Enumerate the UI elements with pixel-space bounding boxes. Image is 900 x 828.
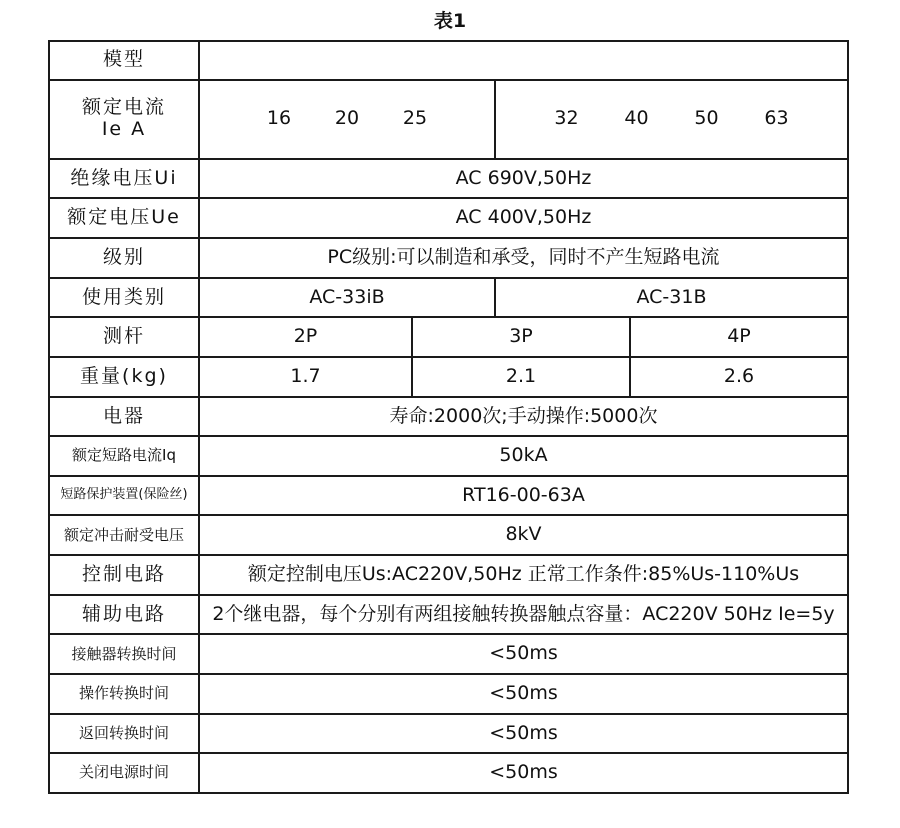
rated-current-group2: [495, 80, 848, 159]
usage-category-label: 使用类别: [49, 278, 199, 318]
rated-current-label: [49, 80, 199, 159]
spec-table: [48, 40, 849, 794]
appliance-label: 电器: [49, 397, 199, 437]
contactor-switch-time-label: 接触器转换时间: [49, 634, 199, 674]
table-row-rated-current: [49, 80, 848, 159]
rated-current-value: 20: [334, 107, 360, 130]
table-row-short-circuit-current: [49, 436, 848, 476]
operation-switch-time-label: 操作转换时间: [49, 674, 199, 714]
poles-value: 2P: [199, 317, 412, 357]
auxiliary-circuit-value: 2个继电器，每个分别有两组接触转换器触点容量：AC220V 50Hz Ie=5y: [199, 595, 848, 635]
usage-category-value: AC-33iB: [199, 278, 495, 318]
power-off-time-label: 关闭电源时间: [49, 753, 199, 793]
model-label: 模型: [49, 41, 199, 80]
table-row-poles: [49, 317, 848, 357]
short-circuit-protection-label: 短路保护装置(保险丝): [49, 476, 199, 516]
return-switch-time-label: 返回转换时间: [49, 714, 199, 754]
poles-value: 4P: [630, 317, 848, 357]
table-row-return-switch-time: [49, 714, 848, 754]
weight-label: 重量(kg): [49, 357, 199, 397]
table-row-control-circuit: [49, 555, 848, 595]
short-circuit-current-label: 额定短路电流Iq: [49, 436, 199, 476]
return-switch-time-value: <50ms: [199, 714, 848, 754]
weight-value: 2.1: [412, 357, 630, 397]
table-row-power-off-time: [49, 753, 848, 793]
table-row-insulation-voltage: [49, 159, 848, 199]
rated-current-label-line2: Ie A: [101, 118, 147, 141]
grade-label: 级别: [49, 238, 199, 278]
rated-current-value: 40: [624, 107, 649, 130]
short-circuit-protection-value: RT16-00-63A: [199, 476, 848, 516]
table-row-grade: [49, 238, 848, 278]
table-row-usage-category: [49, 278, 848, 318]
operation-switch-time-value: <50ms: [199, 674, 848, 714]
power-off-time-value: <50ms: [199, 753, 848, 793]
table-row-rated-voltage: [49, 198, 848, 238]
table-row-short-circuit-protection: [49, 476, 848, 516]
weight-value: 1.7: [199, 357, 412, 397]
rated-current-group1: [199, 80, 495, 159]
insulation-voltage-label: 绝缘电压Ui: [49, 159, 199, 199]
contactor-switch-time-value: <50ms: [199, 634, 848, 674]
grade-value: PC级别:可以制造和承受，同时不产生短路电流: [199, 238, 848, 278]
table-row-weight: [49, 357, 848, 397]
table-row-auxiliary-circuit: [49, 595, 848, 635]
short-circuit-current-value: 50kA: [199, 436, 848, 476]
table-row-model: [49, 41, 848, 80]
usage-category-value: AC-31B: [495, 278, 848, 318]
poles-label: 测杆: [49, 317, 199, 357]
rated-current-value: 25: [402, 107, 428, 130]
table-row-appliance: [49, 397, 848, 437]
appliance-value: 寿命:2000次;手动操作:5000次: [199, 397, 848, 437]
impulse-voltage-value: 8kV: [199, 515, 848, 555]
rated-current-label-line1: 额定电流: [81, 96, 166, 119]
table-caption: 表1: [433, 10, 467, 32]
rated-current-value: 50: [694, 107, 719, 130]
auxiliary-circuit-label: 辅助电路: [49, 595, 199, 635]
rated-current-value: 63: [764, 107, 789, 130]
table-row-operation-switch-time: [49, 674, 848, 714]
model-value: [199, 41, 848, 80]
impulse-voltage-label: 额定冲击耐受电压: [49, 515, 199, 555]
insulation-voltage-value: AC 690V,50Hz: [199, 159, 848, 199]
rated-current-value: 32: [554, 107, 579, 130]
rated-voltage-value: AC 400V,50Hz: [199, 198, 848, 238]
table-row-impulse-voltage: [49, 515, 848, 555]
rated-voltage-label: 额定电压Ue: [49, 198, 199, 238]
control-circuit-label: 控制电路: [49, 555, 199, 595]
weight-value: 2.6: [630, 357, 848, 397]
table-row-contactor-switch-time: [49, 634, 848, 674]
rated-current-value: 16: [266, 107, 292, 130]
control-circuit-value: 额定控制电压Us:AC220V,50Hz 正常工作条件:85%Us-110%Us: [199, 555, 848, 595]
poles-value: 3P: [412, 317, 630, 357]
